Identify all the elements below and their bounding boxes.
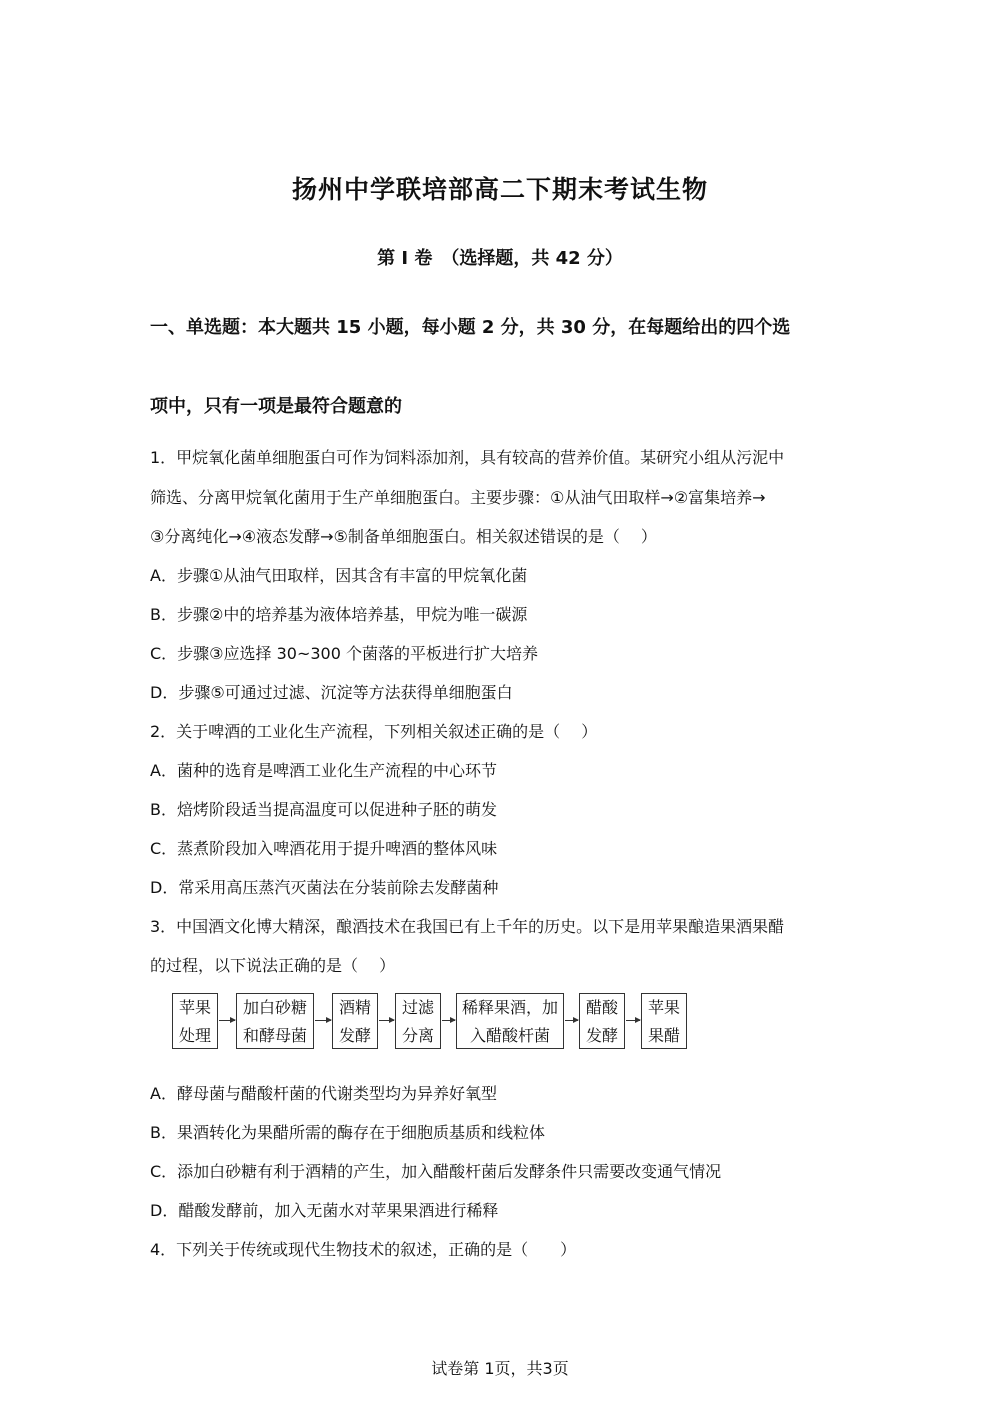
exam-title: 扬州中学联培部高二下期末考试生物: [291, 175, 708, 204]
flow-step-2-line-2: 和酵母菌: [242, 1026, 307, 1045]
page-footer: 试卷第 1页，共3页: [431, 1359, 569, 1378]
flow-step-6-line-2: 发酵: [585, 1026, 618, 1045]
flow-step-3-line-1: 酒精: [338, 998, 371, 1017]
question-1-option-d: D．步骤⑤可通过过滤、沉淀等方法获得单细胞蛋白: [150, 683, 513, 702]
question-1-stem-line-1: 1．甲烷氧化菌单细胞蛋白可作为饲料添加剂，具有较高的营养价值。某研究小组从污泥中: [150, 448, 785, 467]
question-3-option-a: A．酵母菌与醋酸杆菌的代谢类型均为异养好氧型: [150, 1084, 497, 1103]
flow-arrow-icon: [219, 1020, 235, 1021]
flow-step-3-line-2: 发酵: [338, 1026, 371, 1045]
question-3-stem-line-2: 的过程，以下说法正确的是（ ）: [150, 956, 396, 975]
question-2-option-a: A．菌种的选育是啤酒工业化生产流程的中心环节: [150, 761, 497, 780]
section-heading-line-1: 一、单选题：本大题共 15 小题，每小题 2 分，共 30 分，在每题给出的四个选: [150, 317, 791, 338]
question-1-option-c: C．步骤③应选择 30~300 个菌落的平板进行扩大培养: [150, 644, 538, 663]
question-1-stem-line-3: ③分离纯化→④液态发酵→⑤制备单细胞蛋白。相关叙述错误的是（ ）: [150, 527, 657, 546]
flow-arrow-icon: [626, 1020, 640, 1021]
flow-step-5: [456, 993, 564, 1049]
question-3-option-c: C．添加白砂糖有利于酒精的产生，加入醋酸杆菌后发酵条件只需要改变通气情况: [150, 1162, 722, 1181]
question-1-option-a: A．步骤①从油气田取样，因其含有丰富的甲烷氧化菌: [150, 566, 528, 585]
flow-step-7-line-2: 果醋: [647, 1026, 680, 1045]
flow-step-5-line-1: 稀释果酒，加: [461, 998, 558, 1017]
flow-step-4-line-2: 分离: [401, 1026, 434, 1045]
flow-arrow-icon: [442, 1020, 455, 1021]
flow-arrow-icon: [315, 1020, 331, 1021]
flow-arrow-icon: [379, 1020, 394, 1021]
question-2-stem-line-1: 2．关于啤酒的工业化生产流程，下列相关叙述正确的是（ ）: [150, 722, 598, 741]
flow-step-5-line-2: 入醋酸杆菌: [469, 1026, 550, 1045]
flow-step-1: [172, 993, 218, 1049]
question-1-stem-line-2: 筛选、分离甲烷氧化菌用于生产单细胞蛋白。主要步骤：①从油气田取样→②富集培养→: [150, 488, 766, 507]
question-3-stem-line-1: 3．中国酒文化博大精深，酿酒技术在我国已有上千年的历史。以下是用苹果酿造果酒果醋: [150, 917, 785, 936]
flow-step-4: [395, 993, 441, 1049]
flow-step-4-line-1: 过滤: [401, 998, 434, 1017]
flow-step-3: [332, 993, 378, 1049]
question-2-option-d: D．常采用高压蒸汽灭菌法在分装前除去发酵菌种: [150, 878, 499, 897]
question-2-option-c: C．蒸煮阶段加入啤酒花用于提升啤酒的整体风味: [150, 839, 498, 858]
question-4-stem-line-1: 4．下列关于传统或现代生物技术的叙述，正确的是（ ）: [150, 1240, 577, 1259]
question-1-option-b: B．步骤②中的培养基为液体培养基，甲烷为唯一碳源: [150, 605, 528, 624]
part-heading: 第 I 卷 （选择题，共 42 分）: [377, 248, 623, 269]
flow-step-1-line-2: 处理: [178, 1026, 211, 1045]
flow-step-6: [579, 993, 625, 1049]
flow-step-1-line-1: 苹果: [178, 998, 211, 1017]
question-2-option-b: B．焙烤阶段适当提高温度可以促进种子胚的萌发: [150, 800, 497, 819]
flow-step-2-line-1: 加白砂糖: [242, 998, 307, 1017]
question-3-option-d: D．醋酸发酵前，加入无菌水对苹果果酒进行稀释: [150, 1201, 499, 1220]
flow-step-7-line-1: 苹果: [647, 998, 680, 1017]
flow-step-2: [236, 993, 314, 1049]
question-3-option-b: B．果酒转化为果醋所需的酶存在于细胞质基质和线粒体: [150, 1123, 545, 1142]
flow-step-7: [641, 993, 687, 1049]
section-heading-line-2: 项中，只有一项是最符合题意的: [150, 396, 402, 417]
flow-step-6-line-1: 醋酸: [585, 998, 618, 1017]
flow-arrow-icon: [565, 1020, 578, 1021]
